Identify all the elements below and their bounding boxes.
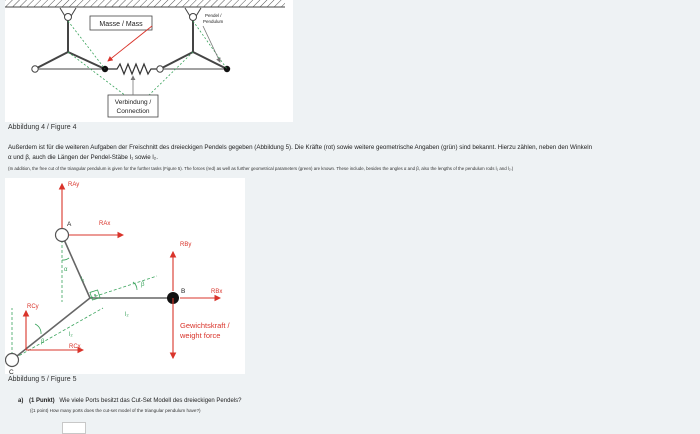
alpha-arc xyxy=(62,258,69,260)
mass-label: Masse / Mass xyxy=(99,21,143,28)
figure-5-diagram xyxy=(5,178,245,374)
label-alpha: α xyxy=(64,267,68,273)
question-text-en: ((1 point) How many ports does the cut-set model of the triangular pendulum have?) xyxy=(30,408,201,413)
connection-label-1: Verbindung / xyxy=(114,99,152,106)
label-RCx: RCx xyxy=(69,344,81,350)
paragraph-en: (In addition, the free cut of the triangular pendulum is given for the further tasks (Figure 5). The forces (red) as well as further geometrical parameters (green) are known. These include, besides the angles α and β, also the lengths of the pendulum rods l₁ and l₂.) xyxy=(8,166,514,171)
weight-label-1: Gewichtskraft / xyxy=(180,321,230,330)
label-RAy: RAy xyxy=(68,182,80,188)
ceiling-hatch xyxy=(5,0,285,7)
figure-4-diagram xyxy=(5,0,293,122)
question-label: a) xyxy=(18,398,24,404)
label-RCy: RCy xyxy=(27,304,39,310)
right-angle-dot xyxy=(94,294,96,296)
label-C: C xyxy=(9,369,14,374)
connection-label-2: Connection xyxy=(116,108,150,115)
figure-4 xyxy=(5,0,293,122)
weight-label-2: weight force xyxy=(180,331,221,340)
spring-end-right xyxy=(157,66,163,72)
spring xyxy=(105,64,157,74)
mass-right xyxy=(224,66,230,72)
figure-5 xyxy=(5,178,245,374)
paragraph-de-line-2: α und β, auch die Längen der Pendel-Stäbe l₁ sowie l₂. xyxy=(8,154,158,161)
label-A: A xyxy=(67,221,72,228)
label-l2-bottom: l₂ xyxy=(69,332,73,338)
joint-C xyxy=(6,354,19,367)
question-points: (1 Punkt) xyxy=(29,398,55,404)
figure-5-caption: Abbildung 5 / Figure 5 xyxy=(8,376,77,383)
figure-4-caption: Abbildung 4 / Figure 4 xyxy=(8,124,77,131)
pendulum-label-1: Pendel / xyxy=(205,13,222,18)
pendulum-pointer-arrow xyxy=(203,26,220,62)
label-beta-top: β xyxy=(141,282,145,288)
answer-input[interactable] xyxy=(62,422,86,434)
label-RBx: RBx xyxy=(211,289,223,295)
pendulum-label-2: Pendulum xyxy=(203,19,224,24)
mass-pointer-arrow xyxy=(108,26,152,61)
label-l2-right: l₂ xyxy=(125,312,129,318)
joint-A xyxy=(56,229,69,242)
label-RBy: RBy xyxy=(180,242,192,248)
label-l1: l₁ xyxy=(81,277,85,283)
paragraph-de-line-1: Außerdem ist für die weiteren Aufgaben der Freischnitt des dreieckigen Pendels gegeben (Abbildung 5). Die Kräfte (rot) sowie weitere geometrische Angaben (grün) sind bekannt. Hierzu zählen, neben den Winkeln xyxy=(8,144,593,151)
beta-arc-bottom xyxy=(35,324,41,334)
label-beta-bottom: β xyxy=(41,339,45,345)
green-guides xyxy=(68,21,227,99)
label-RAx: RAx xyxy=(99,221,111,227)
label-B: B xyxy=(181,288,186,295)
question-a xyxy=(18,398,241,404)
question-text-de: Wie viele Ports besitzt das Cut-Set Modell des dreieckigen Pendels? xyxy=(59,398,242,404)
